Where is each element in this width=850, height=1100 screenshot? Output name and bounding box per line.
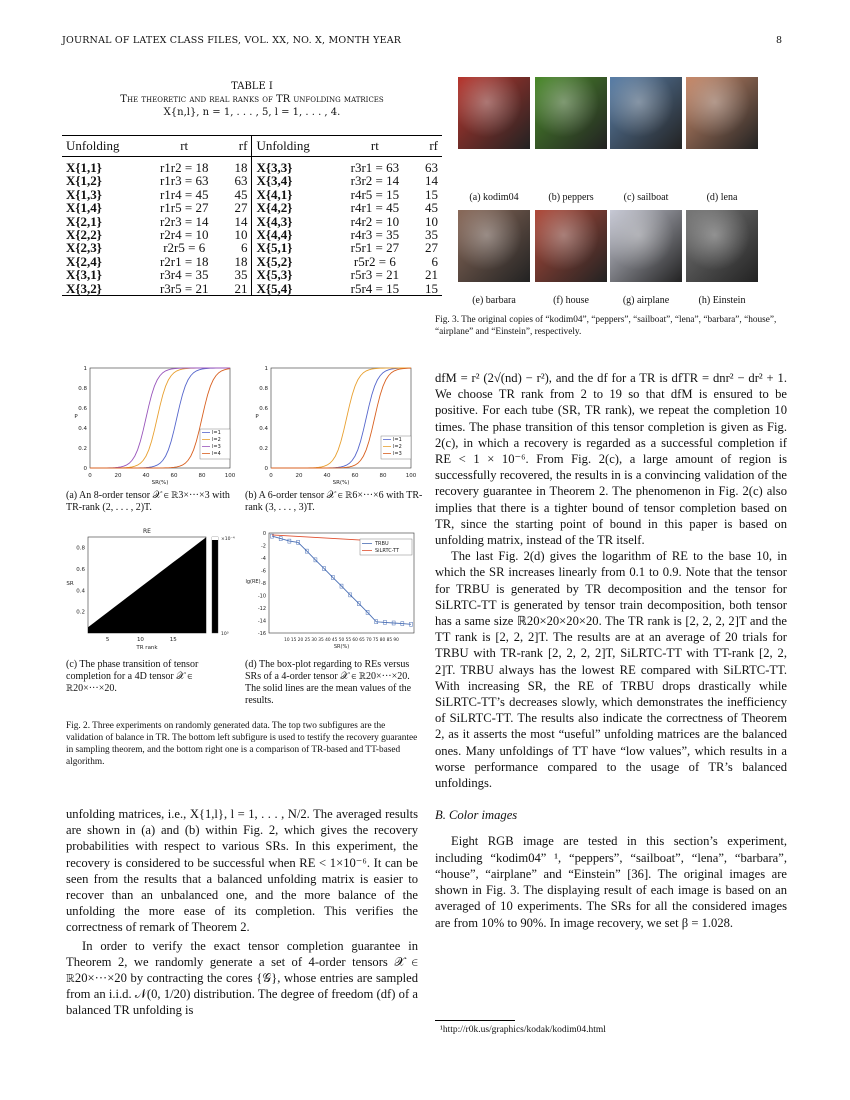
fig2d-subcaption: (d) The box-plot regarding to REs versus SRs of a 4-order tensor 𝒳 ∈ ℝ20×···×20. The solid lines are the mean values of the results.: [245, 659, 412, 706]
y-tick-label: 0.8: [78, 386, 87, 392]
table-cell: r1r3 = 63: [159, 173, 209, 189]
right-column-text: [435, 370, 787, 931]
fig3-image-label: (b) peppers: [548, 192, 594, 203]
fig2c-plot: [62, 525, 242, 655]
table-cell: 15: [425, 186, 438, 202]
fig2c-subcaption: (c) The phase transition of tensor completion for a 4D tensor 𝒳 ∈ ℝ20×···×20.: [66, 659, 199, 694]
table-cell: 14: [425, 173, 438, 189]
x-tick-label: 15: [169, 637, 177, 643]
y-tick-label: 0.8: [259, 386, 268, 392]
fig2b-subcaption: (b) A 6-order tensor 𝒳 ∈ ℝ6×···×6 with TR-rank (3, . . . , 3)T.: [245, 490, 423, 513]
table-cell: X{5,3}: [256, 267, 293, 283]
table-cell: 35: [425, 227, 438, 243]
table-row: [62, 255, 442, 268]
table-cell: 15: [413, 282, 442, 296]
table-cell: X{4,1}: [256, 186, 293, 202]
x-tick-label: 100: [224, 473, 236, 479]
fig2-caption: Fig. 2. Three experiments on randomly generated data. The top two subfigures are the validation of balance in TR. The bottom left subfigure is used to testify the recovery guarantee in sampling theorem, and the bottom right one is a comparison of TR-based and TT-based algorithm.: [66, 721, 418, 767]
x-tick-label: 60: [170, 473, 178, 479]
section-heading: B. Color images: [435, 808, 518, 823]
y-tick-label: 0: [264, 466, 268, 472]
x-tick-label: 80: [379, 473, 387, 479]
col-header: Unfolding: [252, 136, 336, 157]
y-tick-label: -2: [261, 543, 266, 550]
x-tick-label: 0: [269, 473, 273, 479]
table-cell: r3r4 = 35: [159, 267, 209, 283]
legend-label: TRBU: [375, 541, 389, 547]
y-axis-label: SR: [66, 581, 74, 587]
y-tick-label: 0.2: [259, 446, 268, 452]
table-row: [62, 174, 442, 187]
paragraph: The last Fig. 2(d) gives the logarithm of RE to the base 10, in which the SR increases linearly from 0.1 to 0.9. Note that the tensor for TRBU is generated by TR decomposition and the tensor for SiLRTC-TT is generated by tensor train decomposition, both tensor has a same size ℝ20×20×20×20. The TR rank is [2, 2, 2, 2]T and the TT rank is [2, 2, 2]T. The results are at an average of 20 trials for TRBU with TR-rank [2, 2, 2, 2]T, SiLRTC-TT with TT-rank [2, 2, 2]T. TRBU always has the lowest RE compared with SiLRTC-TT. With increasing SR, the RE of TRBU drops drastically while SiLRTC-TT’s decreases slowly, which demonstrates the inefficiency of SiLRTC-TT. The results also indicate the correctness of Theorem 2, as it asserts the most “useful” unfolding matrices are the balanced ones. Many unfoldings of TT have “low values”, which results in a worse performance compared to the usage of TR’s balanced unfoldings.: [435, 549, 787, 791]
table-row: [62, 282, 442, 296]
paragraph: unfolding matrices, i.e., X{1,l}, l = 1, . . . , N/2. The averaged results are shown in (a) and (b) within Fig. 2, which gives the recovery probabilities with respect to various SRs. In this experiment, the recovery is considered to be successful when RE < 1×10⁻⁶. It can be seen from the results that a balanced unfolding matrix is easier to recover than an unbalanced one, and the more balance of the unfolding the more ease of its completion. This verifies the correctness of remark of Theorem 2.: [66, 807, 418, 935]
table-cell: 21: [425, 267, 438, 283]
fig3-image: [610, 210, 682, 282]
table-cell: X{1,2}: [66, 173, 102, 189]
fig3-image: [535, 210, 607, 282]
x-axis-label: SR(%): [333, 644, 350, 650]
y-tick-label: 1: [83, 366, 87, 372]
table-cell: X{2,1}: [66, 213, 102, 229]
table-cell: r2r1 = 18: [159, 253, 209, 269]
x-tick-label: 60: [351, 473, 359, 479]
table-cell: 63: [223, 174, 252, 187]
fig3-image-label: (d) lena: [706, 192, 738, 203]
table-cell: X{4,3}: [256, 213, 293, 229]
table-cell: r3r1 = 63: [350, 160, 400, 175]
table-cell: r2r4 = 10: [159, 227, 209, 243]
table-cell: X{1,1}: [66, 160, 102, 175]
y-tick-label: 0.2: [78, 446, 87, 452]
fig3-image-label: (g) airplane: [622, 295, 670, 306]
table-cell: X{3,4}: [256, 173, 293, 189]
table-title-math: X{n,l}, n = 1, . . . , 5, l = 1, . . . , 4.: [163, 107, 341, 118]
y-tick-label: -16: [257, 631, 266, 637]
fig3-image-label: (a) kodim04: [469, 192, 519, 203]
col-header: rt: [336, 136, 413, 157]
table-cell: X{5,4}: [252, 282, 336, 296]
table-row: [62, 268, 442, 281]
legend-label: l=1: [212, 430, 221, 436]
fig3-image-label: (f) house: [553, 295, 589, 306]
table-row: [62, 215, 442, 228]
table-cell: 35: [223, 268, 252, 281]
table-cell: X{3,3}: [256, 160, 293, 175]
x-tick-label: 0: [88, 473, 92, 479]
fig3-image: [610, 77, 682, 149]
table-row: [62, 241, 442, 254]
fig3-image: [458, 210, 530, 282]
table-row: [62, 157, 442, 175]
y-axis-label: P: [74, 414, 78, 420]
table-cell: 6: [431, 253, 438, 269]
table-cell: 18: [223, 157, 252, 175]
table-cell: 14: [223, 215, 252, 228]
x-tick-labels: 10 15 20 25 30 35 40 45 50 55 60 65 70 75 80 85 90: [284, 638, 399, 643]
y-tick-label: 0.6: [259, 406, 268, 412]
table-cell: X{4,4}: [256, 227, 293, 243]
x-tick-label: 100: [405, 473, 417, 479]
table-cell: r2r3 = 14: [159, 213, 209, 229]
table-cell: X{2,3}: [66, 240, 102, 256]
y-tick-label: -10: [257, 593, 266, 600]
table-cell: X{4,2}: [256, 200, 293, 216]
running-header: JOURNAL OF LATEX CLASS FILES, VOL. XX, NO. X, MONTH YEAR: [62, 35, 402, 46]
table-cell: X{1,4}: [66, 200, 102, 216]
table-cell: r4r3 = 35: [350, 227, 400, 243]
y-tick-label: 0.4: [76, 588, 85, 595]
ranks-table: [62, 135, 442, 296]
footnote: ¹http://r0k.us/graphics/kodak/kodim04.html: [440, 1025, 606, 1035]
footnote-rule: [435, 1020, 515, 1021]
fig2d-plot: [243, 525, 423, 655]
paragraph: In order to verify the exact tensor completion guarantee in Theorem 2, we randomly generate a set of 4-order tensors 𝒳 ∈ ℝ20×···×20 by contracting the cores {𝒢}, whose entries are sampled from an i.i.d. 𝒩(0, 1/20) distribution. The degree of freedom (df) of a balanced TR unfolding is: [66, 938, 418, 1018]
table-cell: X{1,3}: [66, 186, 102, 202]
fig2a-subcaption: (a) An 8-order tensor 𝒳 ∈ ℝ3×···×3 with TR-rank (2, . . . , 2)T.: [66, 490, 230, 513]
fig3-image: [686, 210, 758, 282]
y-tick-label: -4: [261, 556, 266, 562]
legend-label: l=2: [212, 437, 221, 443]
table-cell: 10: [425, 213, 438, 229]
table-cell: 27: [425, 240, 438, 256]
page-number: 8: [776, 35, 783, 46]
legend-label: SiLRTC-TT: [375, 548, 400, 554]
legend-label: l=3: [212, 444, 221, 450]
table-row: [62, 228, 442, 241]
table-cell: r2r5 = 6: [163, 240, 206, 256]
legend-label: l=4: [212, 451, 221, 457]
table-cell: X{2,4}: [66, 253, 102, 269]
table-cell: 6: [223, 241, 252, 254]
fig3-image: [458, 77, 530, 149]
y-axis-label: P: [255, 414, 259, 420]
table-cell: r5r3 = 21: [350, 267, 400, 283]
x-tick-label: 20: [295, 473, 303, 479]
table-cell: 18: [223, 255, 252, 268]
x-tick-label: 40: [323, 473, 331, 479]
fig3-caption: Fig. 3. The original copies of “kodim04”, “peppers”, “sailboat”, “lena”, “barbara”, “house”, “airplane” and “Einstein”, respectively.: [435, 315, 777, 337]
x-tick-label: 40: [142, 473, 150, 479]
y-tick-label: 0: [262, 531, 266, 537]
legend-label: l=2: [393, 444, 402, 450]
table-row: [62, 201, 442, 214]
table-cell: 10: [223, 228, 252, 241]
col-header: Unfolding: [62, 136, 146, 157]
table-cell: r4r1 = 45: [350, 200, 400, 216]
y-tick-label: 0.4: [259, 426, 268, 432]
table-cell: 45: [425, 200, 438, 216]
left-column-text: [66, 806, 418, 1019]
col-header: rf: [223, 136, 252, 157]
table-cell: 63: [425, 160, 438, 175]
col-header: rf: [413, 136, 442, 157]
fig3-image: [535, 77, 607, 149]
paragraph: Eight RGB image are tested in this section’s experiment, including “kodim04” ¹, “peppers”, “sailboat”, “lena”, “barbara”, “house”, “airplane” and “Einstein” [36]. The original images are shown in Fig. 3. The displaying result of each image is based on an averaged of 10 experiments. The SRs for all the considered images are from 10% to 90%. In image recovery, we set β = 1.028.: [435, 834, 787, 930]
y-tick-label: 0.2: [76, 609, 85, 616]
y-tick-label: 1: [264, 366, 268, 372]
legend-label: l=1: [393, 437, 402, 443]
col-header: rt: [146, 136, 223, 157]
x-tick-label: 20: [114, 473, 122, 479]
table-cell: X{3,1}: [66, 267, 102, 283]
y-tick-label: -6: [261, 568, 266, 575]
table-cell: r4r5 = 15: [350, 186, 400, 202]
y-tick-label: 0.6: [78, 406, 87, 412]
table-cell: r5r4 = 15: [336, 282, 413, 296]
y-tick-label: 0.8: [76, 545, 85, 552]
fig3-image-label: (c) sailboat: [623, 192, 669, 203]
table-cell: r5r1 = 27: [350, 240, 400, 256]
table-cell: 45: [223, 188, 252, 201]
y-axis-label: lg(RE): [245, 579, 261, 585]
table-label: TABLE I: [231, 81, 273, 92]
legend-label: l=3: [393, 451, 402, 457]
x-axis-label: SR(%): [332, 480, 350, 486]
y-tick-label: -14: [257, 618, 266, 625]
table-cell: X{2,2}: [66, 227, 102, 243]
table-cell: r3r5 = 21: [146, 282, 223, 296]
table-cell: r1r4 = 45: [159, 186, 209, 202]
x-tick-label: 5: [105, 637, 110, 643]
x-axis-label: SR(%): [151, 480, 169, 486]
y-tick-label: 0.6: [76, 567, 85, 573]
colorbar: [212, 537, 218, 633]
colorbar-top: [212, 537, 218, 540]
table-cell: r4r2 = 10: [350, 213, 400, 229]
plot-title: RE: [143, 528, 151, 535]
table-row: [62, 188, 442, 201]
x-tick-label: 80: [198, 473, 206, 479]
fig3-image: [686, 77, 758, 149]
fig3-image-label: (e) barbara: [472, 295, 516, 306]
table-cell: 21: [223, 282, 252, 296]
table-cell: X{3,2}: [62, 282, 146, 296]
fig3-image-label: (h) Einstein: [698, 295, 746, 306]
table-cell: r1r5 = 27: [159, 200, 209, 216]
y-tick-label: -8: [261, 581, 266, 587]
fig2b-plot: [243, 360, 423, 486]
colorbar-label: 10⁰: [221, 632, 229, 637]
table-cell: r5r2 = 6: [353, 253, 396, 269]
y-tick-label: 0.4: [78, 426, 87, 432]
table-cell: 27: [223, 201, 252, 214]
table-cell: X{5,2}: [256, 253, 293, 269]
table-cell: r3r2 = 14: [350, 173, 400, 189]
y-tick-label: -12: [257, 606, 266, 612]
paragraph: dfM = r² (2√(nd) − r²), and the df for a TR is dfTR = dnr² − dr² + 1. We choose TR rank from 2 to 19 so that dfM is ensured to be positive. For each tube (SR, TR rank), we repeat the completion 10 times. The phase transition of this tensor completion is given as Fig. 2(c), in which a recovery is regarded as a successful completion if RE < 1 × 10⁻⁶. From Fig. 2(c), a large amount of region is successfully recovered, the results in is a convincing validation of the recovery guarantee in Theorem 2. The phenomenon in Fig. 2(c) also implies that there is a tighter bound of tensor completion based on TR, since the starting point of bound in this paper is based on unfolding matrix, instead of the TR itself.: [435, 371, 787, 548]
x-tick-label: 10: [136, 637, 144, 643]
colorbar-label: ×10⁻⁴: [221, 537, 235, 542]
x-axis-label: TR rank: [136, 645, 158, 651]
y-tick-label: 0: [83, 466, 87, 472]
fig2a-plot: [62, 360, 242, 486]
table-cell: X{5,1}: [256, 240, 293, 256]
table-title: The theoretic and real ranks of TR unfolding matrices: [120, 94, 384, 105]
table-cell: r1r2 = 18: [159, 160, 209, 175]
